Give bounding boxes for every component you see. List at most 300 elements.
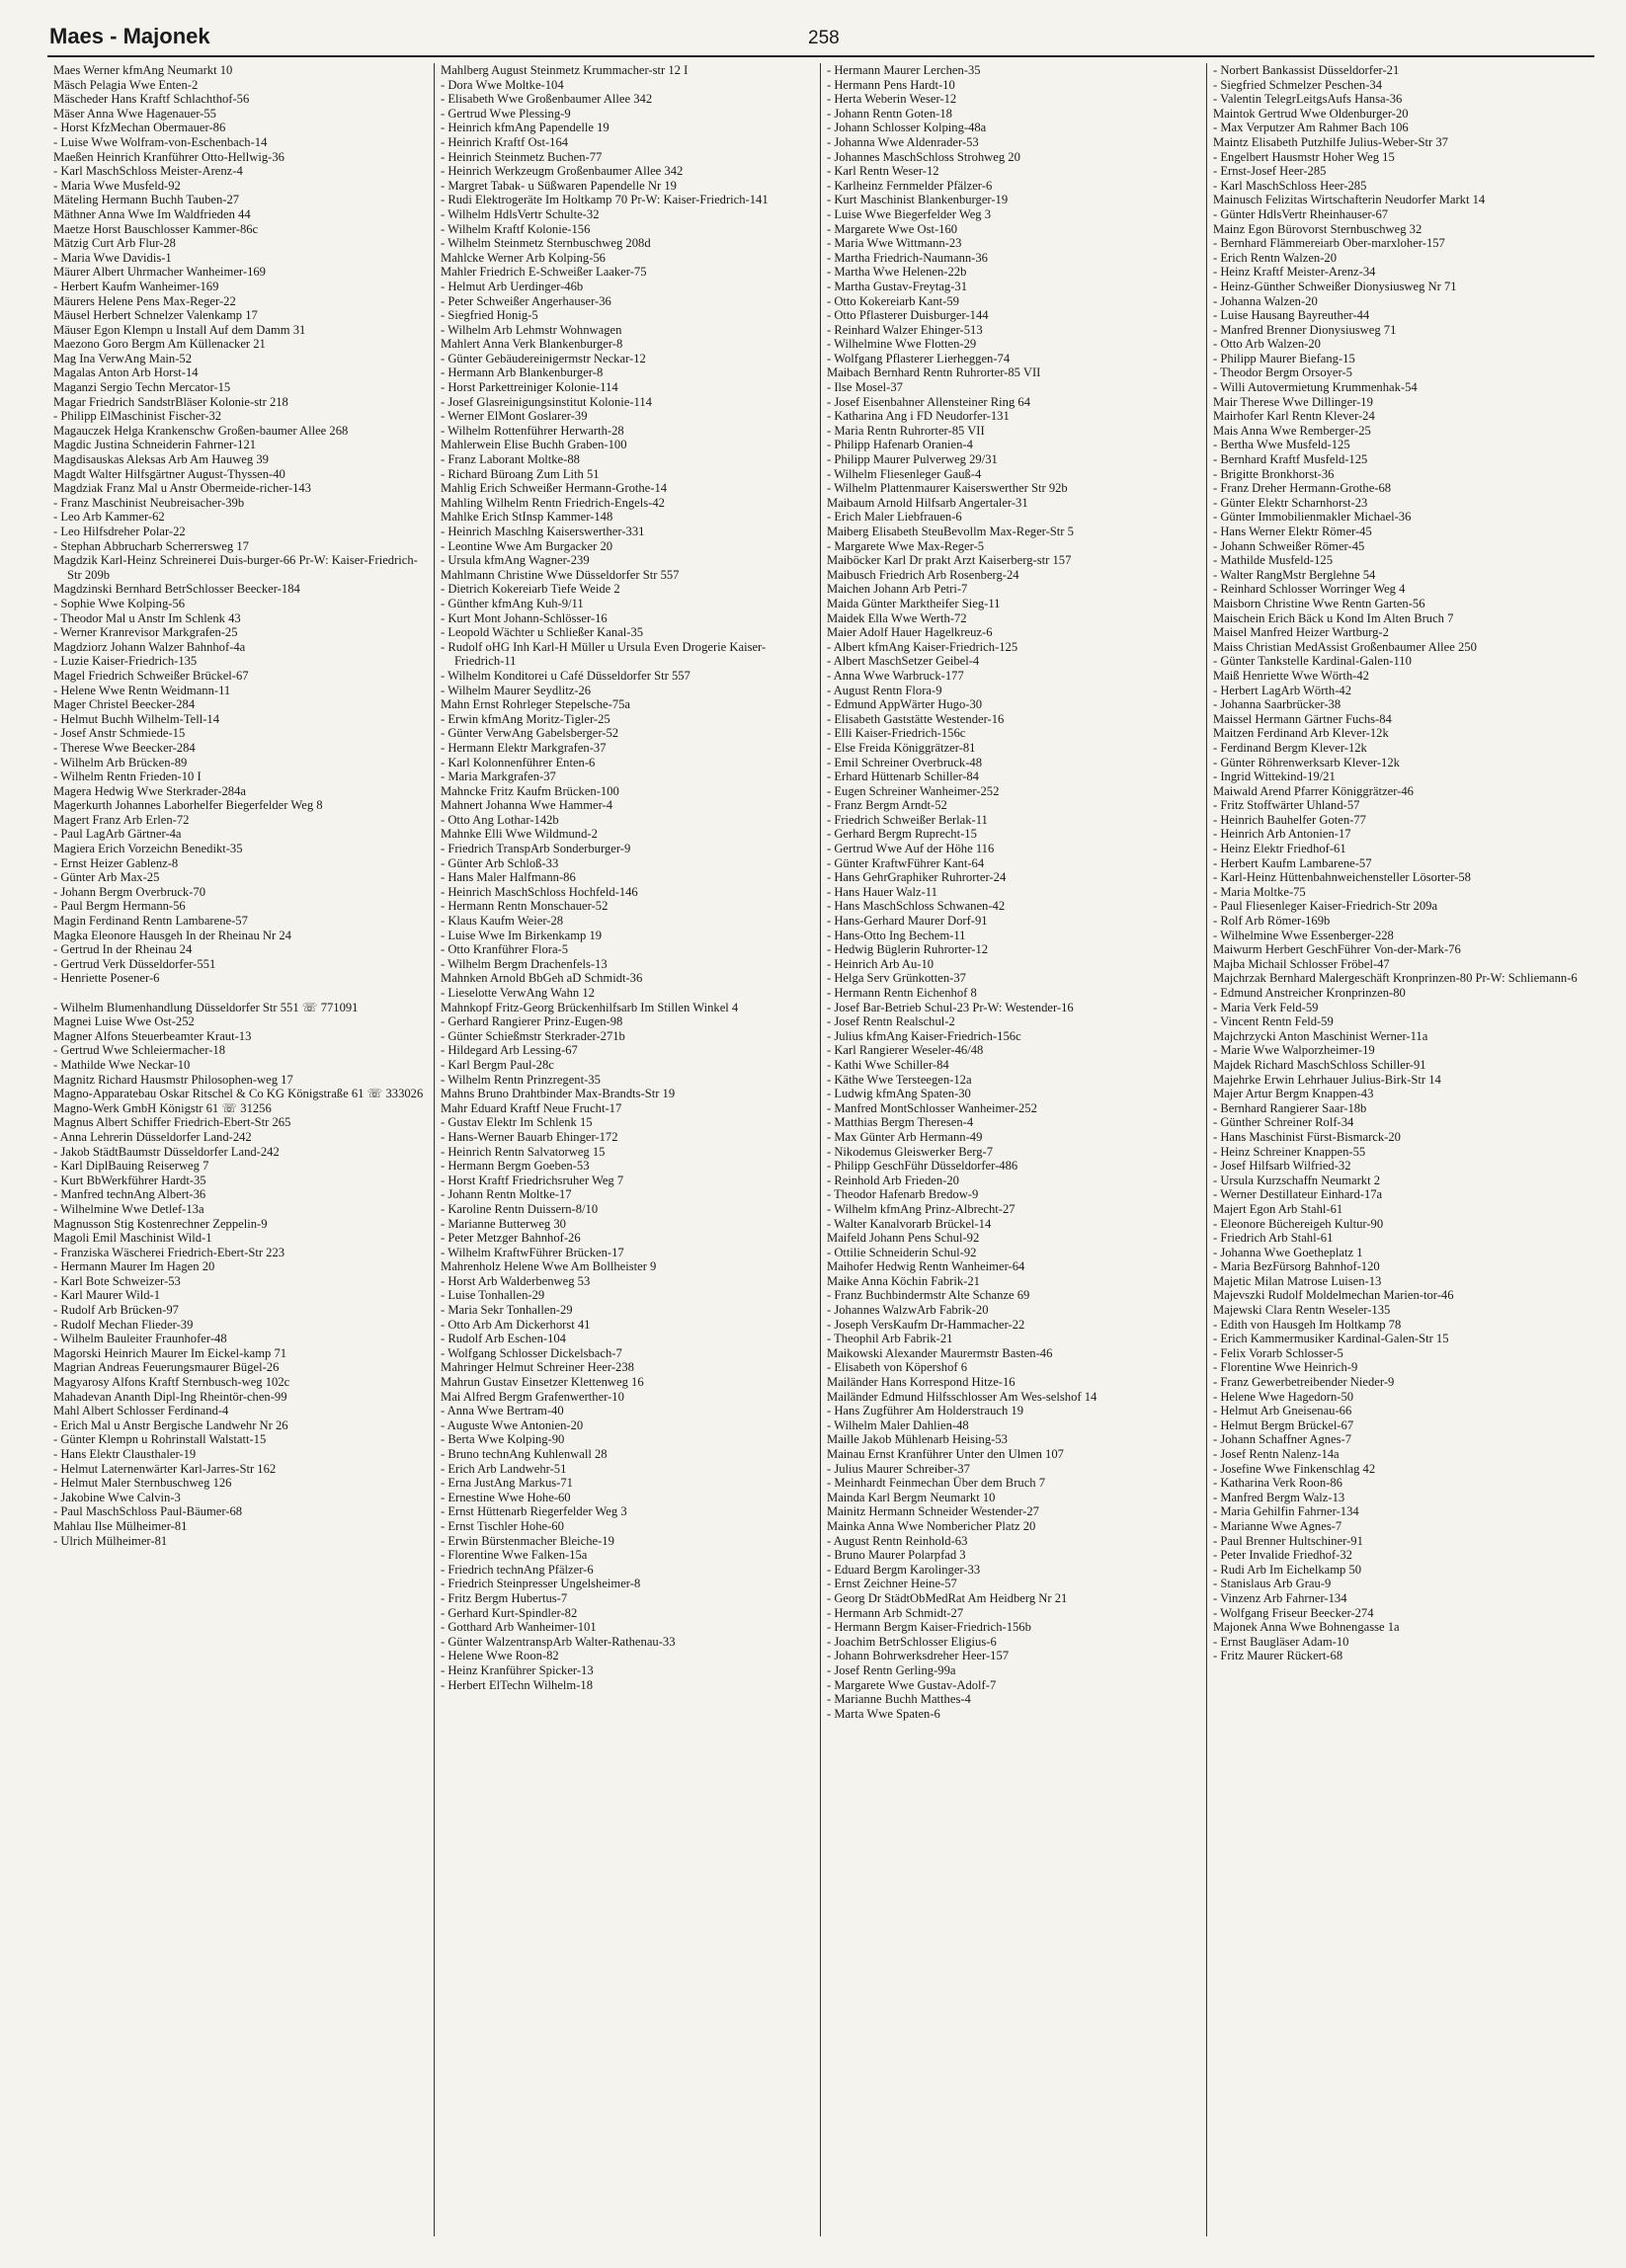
directory-entry: - Margarete Wwe Ost-160 xyxy=(827,221,958,236)
directory-entry: - Otto Arb Am Dickerhorst 41 xyxy=(441,1317,591,1332)
directory-entry: - Otto Ang Lothar-142b xyxy=(441,812,559,827)
running-head: Maes - Majonek xyxy=(49,24,210,48)
directory-entry: Maiböcker Karl Dr prakt Arzt Kaiserberg-str 157 xyxy=(827,553,1072,568)
directory-entry: - Willi Autovermietung Krummenhak-54 xyxy=(1213,380,1418,395)
directory-entry: - Leo Arb Kammer-62 xyxy=(53,510,165,525)
directory-entry: - Rudi Arb Im Eichelkamp 50 xyxy=(1213,1562,1362,1577)
directory-entry: - Hans Maler Halfmann-86 xyxy=(441,870,576,885)
directory-entry: Magauczek Helga Krankenschw Großen-baumer Allee 268 xyxy=(53,423,349,438)
directory-entry: - Eugen Schreiner Wanheimer-252 xyxy=(827,783,1000,798)
directory-column-4 xyxy=(1206,63,1592,2236)
directory-entry: - Anna Wwe Warbruck-177 xyxy=(827,668,964,683)
directory-entry: - Wilhelm Steinmetz Sternbuschweg 208d xyxy=(441,236,651,251)
directory-entry: - Martha Friedrich-Naumann-36 xyxy=(827,250,988,265)
directory-entry: - Walter RangMstr Berglehne 54 xyxy=(1213,567,1376,582)
directory-entry: - Hans-Werner Bauarb Ehinger-172 xyxy=(441,1129,618,1144)
directory-entry: - Paul MaschSchloss Paul-Bäumer-68 xyxy=(53,1504,243,1519)
directory-entry: - Nikodemus Gleiswerker Berg-7 xyxy=(827,1144,993,1159)
directory-entry: - Maria Moltke-75 xyxy=(1213,884,1306,899)
directory-entry: Mainz Egon Bürovorst Sternbuschweg 32 xyxy=(1213,221,1423,236)
directory-entry: Maidek Ella Wwe Werth-72 xyxy=(827,610,967,625)
directory-entry: - Gerhard Kurt-Spindler-82 xyxy=(441,1605,578,1620)
directory-entry: - Günter KraftwFührer Kant-64 xyxy=(827,855,985,870)
directory-entry: - Karl Rentn Weser-12 xyxy=(827,164,939,179)
directory-entry: Magyarosy Alfons Kraftf Sternbusch-weg 102c xyxy=(53,1375,290,1390)
directory-entry: Mäsch Pelagia Wwe Enten-2 xyxy=(53,77,199,92)
directory-entry: - Karl Maurer Wild-1 xyxy=(53,1288,161,1303)
directory-entry: Mäurers Helene Pens Max-Reger-22 xyxy=(53,293,236,308)
directory-entry: Maibaum Arnold Hilfsarb Angertaler-31 xyxy=(827,495,1028,510)
directory-entry: Majehrke Erwin Lehrhauer Julius-Birk-Str 14 xyxy=(1213,1072,1441,1087)
directory-entry: Magar Friedrich SandstrBläser Kolonie-str 218 xyxy=(53,394,288,409)
directory-entry: - Walter Kanalvorarb Brückel-14 xyxy=(827,1216,992,1231)
directory-entry: - Franz Laborant Moltke-88 xyxy=(441,452,580,467)
directory-entry: Maes Werner kfmAng Neumarkt 10 xyxy=(53,63,233,77)
directory-entry: - Heinrich Steinmetz Buchen-77 xyxy=(441,149,603,164)
directory-entry: - Martha Gustav-Freytag-31 xyxy=(827,279,967,293)
directory-entry: - Karl-Heinz Hüttenbahnweichensteller Lösorter-58 xyxy=(1213,870,1471,885)
directory-entry: Majetic Milan Matrose Luisen-13 xyxy=(1213,1273,1382,1288)
directory-entry: Maganzi Sergio Techn Mercator-15 xyxy=(53,380,231,395)
directory-entry: Mahlerwein Elise Buchh Graben-100 xyxy=(441,438,627,452)
directory-entry: - Wilhelm Maurer Seydlitz-26 xyxy=(441,683,592,697)
directory-entry: - Helmut Arb Gneisenau-66 xyxy=(1213,1404,1352,1418)
directory-entry: - Gertrud Verk Düsseldorfer-551 xyxy=(53,956,216,971)
directory-entry: - Gertrud Wwe Schleiermacher-18 xyxy=(53,1043,226,1058)
directory-entry: - Siegfried Honig-5 xyxy=(441,308,538,323)
directory-columns xyxy=(47,63,1594,2236)
directory-entry: - Therese Wwe Beecker-284 xyxy=(53,740,196,755)
directory-entry: - Heinz Kranführer Spicker-13 xyxy=(441,1662,594,1677)
directory-entry: Magdziorz Johann Walzer Bahnhof-4a xyxy=(53,639,246,654)
directory-entry: - Wilhelm Rentn Frieden-10 I xyxy=(53,770,202,784)
directory-entry: - Johann Schaffner Agnes-7 xyxy=(1213,1432,1352,1447)
directory-entry: - Katharina Ang i FD Neudorfer-131 xyxy=(827,409,1010,424)
directory-entry: - Gertrud In der Rheinau 24 xyxy=(53,942,193,957)
directory-entry: - Hans Werner Elektr Römer-45 xyxy=(1213,525,1372,538)
directory-entry: Mailänder Edmund Hilfsschlosser Am Wes-selshof 14 xyxy=(827,1389,1098,1404)
directory-entry: - Hans GehrGraphiker Ruhrorter-24 xyxy=(827,870,1007,885)
directory-entry: Mahlke Erich StInsp Kammer-148 xyxy=(441,510,613,525)
directory-entry: - Erich Arb Landwehr-51 xyxy=(441,1461,567,1476)
directory-entry: - Rudolf oHG Inh Karl-H Müller u Ursula Even Drogerie Kaiser-Friedrich-11 xyxy=(441,639,767,669)
directory-entry: Maezono Goro Bergm Am Küllenacker 21 xyxy=(53,337,266,352)
directory-entry: - Friedrich technAng Pfälzer-6 xyxy=(441,1562,594,1577)
directory-entry: - Werner Kranrevisor Markgrafen-25 xyxy=(53,625,238,640)
directory-entry: - Paul Brenner Hultschiner-91 xyxy=(1213,1533,1363,1548)
directory-entry: Maiberg Elisabeth SteuBevollm Max-Reger-Str 5 xyxy=(827,525,1074,538)
directory-entry: Magdzinski Bernhard BetrSchlosser Beecker-184 xyxy=(53,582,300,597)
directory-entry: - Bernhard Kraftf Musfeld-125 xyxy=(1213,452,1368,467)
directory-entry: - Jakob StädtBaumstr Düsseldorfer Land-242 xyxy=(53,1144,280,1159)
directory-entry: - Wilhelmine Wwe Detlef-13a xyxy=(53,1201,204,1216)
directory-entry: - Rudolf Arb Brücken-97 xyxy=(53,1303,179,1318)
directory-entry: - Bernhard Flämmereiarb Ober-marxloher-157 xyxy=(1213,236,1445,251)
directory-entry: - August Rentn Reinhold-63 xyxy=(827,1533,968,1548)
directory-entry: - Ernst Hüttenarb Riegerfelder Weg 3 xyxy=(441,1504,627,1519)
directory-entry: - Ludwig kfmAng Spaten-30 xyxy=(827,1087,971,1101)
directory-entry: - Wilhelm Konditorei u Café Düsseldorfer Str 557 xyxy=(441,668,691,683)
directory-entry: - Johann Rentn Moltke-17 xyxy=(441,1187,572,1202)
directory-entry: Magnei Luise Wwe Ost-252 xyxy=(53,1014,195,1029)
directory-entry: - Werner Destillateur Einhard-17a xyxy=(1213,1187,1383,1202)
directory-entry: - Wilhelm Arb Brücken-89 xyxy=(53,755,188,770)
directory-entry: - Karl DiplBauing Reiserweg 7 xyxy=(53,1159,209,1174)
directory-entry: - Dietrich Kokereiarb Tiefe Weide 2 xyxy=(441,582,620,597)
directory-entry: - Erwin Bürstenmacher Bleiche-19 xyxy=(441,1533,614,1548)
directory-entry: - Gotthard Arb Wanheimer-101 xyxy=(441,1620,597,1635)
directory-entry: Majert Egon Arb Stahl-61 xyxy=(1213,1201,1343,1216)
directory-entry: - Auguste Wwe Antonien-20 xyxy=(441,1418,584,1432)
directory-entry: - Günther Schreiner Rolf-34 xyxy=(1213,1115,1354,1130)
directory-entry: - Hermann Arb Blankenburger-8 xyxy=(441,365,604,380)
directory-entry: Mahrenholz Helene Wwe Am Bollheister 9 xyxy=(441,1259,657,1274)
directory-entry: - Hermann Bergm Goeben-53 xyxy=(441,1159,590,1174)
directory-entry: Maida Günter Marktheifer Sieg-11 xyxy=(827,596,1001,610)
directory-entry: - Theophil Arb Fabrik-21 xyxy=(827,1332,953,1346)
header-rule xyxy=(47,55,1594,57)
directory-entry: - Wolfgang Friseur Beecker-274 xyxy=(1213,1605,1374,1620)
directory-entry: - Wilhelm Plattenmaurer Kaiserswerther Str 92b xyxy=(827,481,1068,496)
directory-entry: - Ulrich Mülheimer-81 xyxy=(53,1533,168,1548)
directory-entry: - Helmut Maler Sternbuschweg 126 xyxy=(53,1476,232,1491)
directory-entry: - Johanna Wwe Aldenrader-53 xyxy=(827,134,979,149)
directory-entry: Mäthner Anna Wwe Im Waldfrieden 44 xyxy=(53,206,251,221)
directory-entry: Maintz Elisabeth Putzhilfe Julius-Weber-Str 37 xyxy=(1213,134,1448,149)
directory-entry: - Margarete Wwe Gustav-Adolf-7 xyxy=(827,1677,997,1692)
directory-entry: - Hildegard Arb Lessing-67 xyxy=(441,1043,578,1058)
directory-entry: - Heinz-Günther Schweißer Dionysiusweg Nr 71 xyxy=(1213,279,1457,293)
directory-entry: - Karl MaschSchloss Meister-Arenz-4 xyxy=(53,164,243,179)
directory-entry: - Erich Maler Liebfrauen-6 xyxy=(827,510,962,525)
directory-entry: - Paul Bergm Hermann-56 xyxy=(53,899,186,914)
directory-entry: - Helmut Buchh Wilhelm-Tell-14 xyxy=(53,711,220,726)
directory-column-2 xyxy=(434,63,820,2236)
directory-entry: - Emil Schreiner Overbruck-48 xyxy=(827,755,983,770)
directory-entry: Mahn Ernst Rohrleger Stepelsche-75a xyxy=(441,697,630,712)
directory-entry: Mager Christel Beecker-284 xyxy=(53,697,196,712)
directory-entry: - Paul LagArb Gärtner-4a xyxy=(53,827,182,842)
directory-entry: - Erich Rentn Walzen-20 xyxy=(1213,250,1337,265)
directory-entry: - Wolfgang Pflasterer Lierheggen-74 xyxy=(827,351,1011,365)
directory-entry: - Heinrich Rentn Salvatorweg 15 xyxy=(441,1144,606,1159)
directory-entry: - Hans Hauer Walz-11 xyxy=(827,884,937,899)
directory-entry: - Katharina Verk Roon-86 xyxy=(1213,1476,1342,1491)
directory-entry: Mäser Anna Wwe Hagenauer-55 xyxy=(53,106,216,121)
directory-entry: - Hermann Rentn Monschauer-52 xyxy=(441,899,609,914)
directory-entry: - Josef Eisenbahner Allensteiner Ring 64 xyxy=(827,394,1031,409)
directory-entry: - Günter WalzentranspArb Walter-Rathenau-33 xyxy=(441,1634,676,1649)
directory-entry: - Ursula kfmAng Wagner-239 xyxy=(441,553,590,568)
directory-entry: - Ernst-Josef Heer-285 xyxy=(1213,164,1327,179)
directory-entry: - Ingrid Wittekind-19/21 xyxy=(1213,770,1336,784)
directory-entry: - Hans-Otto Ing Bechem-11 xyxy=(827,928,966,942)
directory-entry: - Günter HdlsVertr Rheinhauser-67 xyxy=(1213,206,1389,221)
directory-entry: - Berta Wwe Kolping-90 xyxy=(441,1432,565,1447)
directory-entry: - Heinz Schreiner Knappen-55 xyxy=(1213,1144,1366,1159)
directory-entry: Maikowski Alexander Maurermstr Basten-46 xyxy=(827,1345,1053,1360)
directory-entry: - Günter Arb Max-25 xyxy=(53,870,160,885)
directory-entry: - Herbert LagArb Wörth-42 xyxy=(1213,683,1351,697)
directory-entry: Magka Eleonore Hausgeh In der Rheinau Nr 24 xyxy=(53,928,291,942)
directory-entry: - Margarete Wwe Max-Reger-5 xyxy=(827,538,985,553)
directory-entry: Mainka Anna Wwe Nombericher Platz 20 xyxy=(827,1518,1036,1533)
directory-entry: Mahnkopf Fritz-Georg Brückenhilfsarb Im Stillen Winkel 4 xyxy=(441,1000,739,1014)
directory-entry: Mahringer Helmut Schreiner Heer-238 xyxy=(441,1360,634,1375)
directory-entry: - Florentine Wwe Heinrich-9 xyxy=(1213,1360,1358,1375)
directory-entry: - Hermann Arb Schmidt-27 xyxy=(827,1605,964,1620)
directory-entry: Mahlmann Christine Wwe Düsseldorfer Str 557 xyxy=(441,567,680,582)
directory-entry: Maihofer Hedwig Rentn Wanheimer-64 xyxy=(827,1259,1025,1274)
directory-entry: Magnus Albert Schiffer Friedrich-Ebert-Str 265 xyxy=(53,1115,291,1130)
directory-entry: Maiwald Arend Pfarrer Königgrätzer-46 xyxy=(1213,783,1414,798)
directory-entry: - Josef Rentn Realschul-2 xyxy=(827,1014,955,1029)
directory-entry: - Hermann Rentn Eichenhof 8 xyxy=(827,986,977,1000)
directory-entry: Maintok Gertrud Wwe Oldenburger-20 xyxy=(1213,106,1409,121)
directory-entry: - Josefine Wwe Finkenschlag 42 xyxy=(1213,1461,1376,1476)
directory-entry: - Hermann Elektr Markgrafen-37 xyxy=(441,740,607,755)
directory-entry: Maibusch Friedrich Arb Rosenberg-24 xyxy=(827,567,1019,582)
directory-entry: Mahlig Erich Schweißer Hermann-Grothe-14 xyxy=(441,481,668,496)
directory-entry: - Georg Dr StädtObMedRat Am Heidberg Nr 21 xyxy=(827,1590,1068,1605)
directory-entry: - Albert kfmAng Kaiser-Friedrich-125 xyxy=(827,639,1018,654)
directory-entry: - Meinhardt Feinmechan Über dem Bruch 7 xyxy=(827,1476,1046,1491)
directory-entry: - Karl Bote Schweizer-53 xyxy=(53,1273,181,1288)
directory-entry: - Otto Kokereiarb Kant-59 xyxy=(827,293,959,308)
directory-entry: - Martha Wwe Helenen-22b xyxy=(827,265,967,280)
directory-entry: Magalas Anton Arb Horst-14 xyxy=(53,365,199,380)
directory-entry: - Leo Hilfsdreher Polar-22 xyxy=(53,525,186,538)
directory-entry xyxy=(53,986,428,1001)
directory-entry: - Marie Wwe Walporzheimer-19 xyxy=(1213,1043,1375,1058)
directory-entry: Magoli Emil Maschinist Wild-1 xyxy=(53,1231,212,1246)
directory-entry: - Heinrich Kraftf Ost-164 xyxy=(441,134,569,149)
directory-entry: - Herta Weberin Weser-12 xyxy=(827,92,957,107)
directory-entry: - Herbert Kaufm Wanheimer-169 xyxy=(53,279,219,293)
directory-entry: - Anna Lehrerin Düsseldorfer Land-242 xyxy=(53,1129,252,1144)
directory-entry: - Josef Rentn Nalenz-14a xyxy=(1213,1447,1340,1461)
directory-entry: - Herbert Kaufm Lambarene-57 xyxy=(1213,855,1372,870)
directory-entry: - Gerhard Bergm Ruprecht-15 xyxy=(827,827,977,842)
directory-entry: - Ernestine Wwe Hohe-60 xyxy=(441,1490,571,1504)
directory-entry: Mai Alfred Bergm Grafenwerther-10 xyxy=(441,1389,624,1404)
directory-entry: - Heinrich Arb Au-10 xyxy=(827,956,935,971)
directory-entry: - Philipp GeschFühr Düsseldorfer-486 xyxy=(827,1159,1018,1174)
directory-entry: - Wilhelm Blumenhandlung Düsseldorfer Str 551 ☏ 771091 xyxy=(53,1000,359,1014)
directory-entry: Maifeld Johann Pens Schul-92 xyxy=(827,1231,980,1246)
directory-entry: - Richard Büroang Zum Lith 51 xyxy=(441,466,600,481)
directory-entry: - Stanislaus Arb Grau-9 xyxy=(1213,1577,1332,1591)
directory-entry: - Käthe Wwe Tersteegen-12a xyxy=(827,1072,972,1087)
directory-entry: - Bruno technAng Kuhlenwall 28 xyxy=(441,1447,608,1461)
directory-entry: - Edith von Hausgeh Im Holtkamp 78 xyxy=(1213,1317,1402,1332)
directory-entry: Mahns Bruno Drahtbinder Max-Brandts-Str 19 xyxy=(441,1087,676,1101)
directory-entry: Maetze Horst Bauschlosser Kammer-86c xyxy=(53,221,259,236)
directory-entry: - Karl Kolonnenführer Enten-6 xyxy=(441,755,596,770)
directory-entry: - Karlheinz Fernmelder Pfälzer-6 xyxy=(827,178,993,193)
directory-entry: - Ernst Heizer Gablenz-8 xyxy=(53,855,179,870)
directory-entry: Mahler Friedrich E-Schweißer Laaker-75 xyxy=(441,265,647,280)
directory-entry: - Luise Wwe Im Birkenkamp 19 xyxy=(441,928,603,942)
directory-entry: - Gerhard Rangierer Prinz-Eugen-98 xyxy=(441,1014,623,1029)
directory-entry: - Rolf Arb Römer-169b xyxy=(1213,914,1331,929)
directory-entry: Maisborn Christine Wwe Rentn Garten-56 xyxy=(1213,596,1425,610)
directory-entry: - Mathilde Musfeld-125 xyxy=(1213,553,1334,568)
directory-entry: - Erich Mal u Anstr Bergische Landwehr Nr 26 xyxy=(53,1418,288,1432)
directory-entry: - Ferdinand Bergm Klever-12k xyxy=(1213,740,1367,755)
directory-entry: - Manfred Brenner Dionysiusweg 71 xyxy=(1213,322,1397,337)
directory-entry: - Erna JustAng Markus-71 xyxy=(441,1476,573,1491)
directory-entry: Maiwurm Herbert GeschFührer Von-der-Mark-76 xyxy=(1213,942,1461,957)
directory-entry: - Rudi Elektrogeräte Im Holtkamp 70 Pr-W: Kaiser-Friedrich-141 xyxy=(441,193,769,207)
directory-entry: - Heinrich Werkzeugm Großenbaumer Allee 342 xyxy=(441,164,684,179)
directory-entry: - Philipp Maurer Biefang-15 xyxy=(1213,351,1355,365)
directory-entry: Maichen Johann Arb Petri-7 xyxy=(827,582,968,597)
directory-entry: - Eduard Bergm Karolinger-33 xyxy=(827,1562,981,1577)
directory-entry: - Hermann Bergm Kaiser-Friedrich-156b xyxy=(827,1620,1031,1635)
directory-entry: - Kurt Maschinist Blankenburger-19 xyxy=(827,193,1009,207)
directory-entry: - Maria Verk Feld-59 xyxy=(1213,1000,1319,1014)
directory-entry: Majba Michail Schlosser Fröbel-47 xyxy=(1213,956,1390,971)
directory-entry: - Max Verputzer Am Rahmer Bach 106 xyxy=(1213,121,1409,135)
directory-entry: - Helene Wwe Hagedorn-50 xyxy=(1213,1389,1354,1404)
directory-entry: - Franz Maschinist Neubreisacher-39b xyxy=(53,495,245,510)
directory-entry: - Hans Zugführer Am Holderstrauch 19 xyxy=(827,1404,1023,1418)
directory-entry: - Reinhard Walzer Ehinger-513 xyxy=(827,322,983,337)
directory-entry: Majchrzak Bernhard Malergeschäft Kronprinzen-80 Pr-W: Schliemann-6 xyxy=(1213,971,1578,986)
directory-entry: - Karl Bergm Paul-28c xyxy=(441,1057,554,1072)
directory-entry: - Theodor Mal u Anstr Im Schlenk 43 xyxy=(53,610,241,625)
directory-entry: - Luise Wwe Wolfram-von-Eschenbach-14 xyxy=(53,134,268,149)
directory-entry: Mäuser Egon Klempn u Install Auf dem Damm 31 xyxy=(53,322,306,337)
directory-entry: Mahnke Elli Wwe Wildmund-2 xyxy=(441,827,598,842)
directory-entry: - Edmund Anstreicher Kronprinzen-80 xyxy=(1213,986,1406,1000)
directory-entry: Magel Friedrich Schweißer Brückel-67 xyxy=(53,668,249,683)
directory-entry: - Johann Rentn Goten-18 xyxy=(827,106,952,121)
directory-entry: - Horst KfzMechan Obermauer-86 xyxy=(53,121,226,135)
directory-entry: - Josef Anstr Schmiede-15 xyxy=(53,726,186,741)
directory-entry: - Johannes WalzwArb Fabrik-20 xyxy=(827,1303,989,1318)
directory-entry: Maike Anna Köchin Fabrik-21 xyxy=(827,1273,980,1288)
directory-entry: - Vincent Rentn Feld-59 xyxy=(1213,1014,1334,1029)
directory-entry: - Maria Rentn Ruhrorter-85 VII xyxy=(827,423,985,438)
directory-entry: Magdziak Franz Mal u Anstr Obermeide-richer-143 xyxy=(53,481,311,496)
directory-entry: - Johannes MaschSchloss Strohweg 20 xyxy=(827,149,1020,164)
directory-entry: - Günter VerwAng Gabelsberger-52 xyxy=(441,726,619,741)
directory-entry: Majewski Clara Rentn Weseler-135 xyxy=(1213,1303,1391,1318)
directory-entry: - Margret Tabak- u Süßwaren Papendelle Nr 19 xyxy=(441,178,677,193)
directory-entry: - Fritz Stoffwärter Uhland-57 xyxy=(1213,798,1360,813)
directory-entry: - Helene Wwe Rentn Weidmann-11 xyxy=(53,683,231,697)
directory-entry: - Otto Pflasterer Duisburger-144 xyxy=(827,308,989,323)
directory-entry: Mäusel Herbert Schnelzer Valenkamp 17 xyxy=(53,308,258,323)
directory-entry: - Elisabeth Gaststätte Westender-16 xyxy=(827,711,1005,726)
directory-entry: - Friedrich Schweißer Berlak-11 xyxy=(827,812,988,827)
directory-entry: - Klaus Kaufm Weier-28 xyxy=(441,914,564,929)
directory-entry: Mailänder Hans Korrespond Hitze-16 xyxy=(827,1375,1016,1390)
directory-entry: - Heinrich Maschlng Kaiserswerther-331 xyxy=(441,525,645,538)
directory-entry: Magin Ferdinand Rentn Lambarene-57 xyxy=(53,914,248,929)
directory-entry: Maier Adolf Hauer Hagelkreuz-6 xyxy=(827,625,993,640)
directory-entry: Mahncke Fritz Kaufm Brücken-100 xyxy=(441,783,619,798)
directory-entry: Mahadevan Ananth Dipl-Ing Rheintör-chen-99 xyxy=(53,1389,287,1404)
directory-entry: - Maria Sekr Tonhallen-29 xyxy=(441,1303,573,1318)
directory-entry: - Lieselotte VerwAng Wahn 12 xyxy=(441,986,595,1000)
directory-entry: - Julius kfmAng Kaiser-Friedrich-156c xyxy=(827,1028,1021,1043)
directory-entry: Magnusson Stig Kostenrechner Zeppelin-9 xyxy=(53,1216,268,1231)
directory-entry: - Bruno Maurer Polarpfad 3 xyxy=(827,1548,966,1563)
directory-entry: - Kurt BbWerkführer Hardt-35 xyxy=(53,1173,206,1187)
directory-entry: Mair Therese Wwe Dillinger-19 xyxy=(1213,394,1373,409)
directory-entry: - Karl MaschSchloss Heer-285 xyxy=(1213,178,1367,193)
directory-entry: Magerkurth Johannes Laborhelfer Biegerfelder Weg 8 xyxy=(53,798,323,813)
directory-entry: - Else Freida Königgrätzer-81 xyxy=(827,740,976,755)
directory-entry: - Paul Fliesenleger Kaiser-Friedrich-Str 209a xyxy=(1213,899,1438,914)
directory-entry: - Bertha Wwe Musfeld-125 xyxy=(1213,438,1350,452)
directory-entry: - Reinhold Arb Frieden-20 xyxy=(827,1173,959,1187)
directory-entry: - Wilhelm kfmAng Prinz-Albrecht-27 xyxy=(827,1201,1016,1216)
directory-entry: - Franz Gewerbetreibender Nieder-9 xyxy=(1213,1375,1395,1390)
directory-entry: - Franz Bergm Arndt-52 xyxy=(827,798,947,813)
directory-entry: - Elisabeth Wwe Großenbaumer Allee 342 xyxy=(441,92,653,107)
directory-entry: - Peter Invalide Friedhof-32 xyxy=(1213,1548,1352,1563)
directory-entry: - Wilhelm Bergm Drachenfels-13 xyxy=(441,956,608,971)
directory-entry: - Horst Parkettreiniger Kolonie-114 xyxy=(441,380,618,395)
directory-entry: - Ilse Mosel-37 xyxy=(827,380,903,395)
directory-entry: - Wolfgang Schlosser Dickelsbach-7 xyxy=(441,1345,622,1360)
directory-entry: - Günter Klempn u Rohrinstall Walstatt-15 xyxy=(53,1432,267,1447)
directory-entry: - Luise Wwe Biegerfelder Weg 3 xyxy=(827,206,992,221)
directory-entry: - Fritz Bergm Hubertus-7 xyxy=(441,1590,568,1605)
directory-entry: - Marianne Butterweg 30 xyxy=(441,1216,566,1231)
directory-entry: - Joseph VersKaufm Dr-Hammacher-22 xyxy=(827,1317,1025,1332)
directory-entry: - Max Günter Arb Hermann-49 xyxy=(827,1129,983,1144)
directory-entry: - Maria Wwe Wittmann-23 xyxy=(827,236,962,251)
directory-entry: - Horst Arb Walderbenweg 53 xyxy=(441,1273,591,1288)
directory-entry: - Hermann Maurer Im Hagen 20 xyxy=(53,1259,215,1274)
directory-entry: - Helene Wwe Roon-82 xyxy=(441,1649,559,1663)
directory-entry: - Erich Kammermusiker Kardinal-Galen-Str 15 xyxy=(1213,1332,1449,1346)
directory-entry: - Franz Buchbindermstr Alte Schanze 69 xyxy=(827,1288,1030,1303)
directory-entry: Majevszki Rudolf Moldelmechan Marien-tor-46 xyxy=(1213,1288,1454,1303)
directory-entry: - Ernst Tischler Hohe-60 xyxy=(441,1518,564,1533)
directory-entry: - Manfred technAng Albert-36 xyxy=(53,1187,206,1202)
directory-entry: - Eleonore Büchereigeh Kultur-90 xyxy=(1213,1216,1384,1231)
directory-entry: - Heinrich MaschSchloss Hochfeld-146 xyxy=(441,884,638,899)
directory-entry: - Karoline Rentn Duissern-8/10 xyxy=(441,1201,599,1216)
directory-entry: - Valentin TelegrLeitgsAufs Hansa-36 xyxy=(1213,92,1403,107)
directory-entry: - Jakobine Wwe Calvin-3 xyxy=(53,1490,181,1504)
directory-entry: - Florentine Wwe Falken-15a xyxy=(441,1548,588,1563)
directory-entry: Mahlert Anna Verk Blankenburger-8 xyxy=(441,337,623,352)
directory-entry: - Brigitte Bronkhorst-36 xyxy=(1213,466,1335,481)
directory-entry: - Henriette Posener-6 xyxy=(53,971,160,986)
directory-entry: Maiss Christian MedAssist Großenbaumer Allee 250 xyxy=(1213,639,1477,654)
directory-entry: - Hermann Maurer Lerchen-35 xyxy=(827,63,981,77)
directory-entry: Majchrzycki Anton Maschinist Werner-11a xyxy=(1213,1028,1428,1043)
directory-entry: - Gustav Elektr Im Schlenk 15 xyxy=(441,1115,593,1130)
directory-entry: - Rudolf Arb Eschen-104 xyxy=(441,1332,566,1346)
directory-entry: - Manfred MontSchlosser Wanheimer-252 xyxy=(827,1100,1037,1115)
directory-entry: - Siegfried Schmelzer Peschen-34 xyxy=(1213,77,1383,92)
directory-entry: Magdzik Karl-Heinz Schreinerei Duis-burger-66 Pr-W: Kaiser-Friedrich-Str 209b xyxy=(53,553,418,582)
directory-entry: - Luzie Kaiser-Friedrich-135 xyxy=(53,654,198,669)
directory-entry: - Wilhelm Rentn Prinzregent-35 xyxy=(441,1072,601,1087)
directory-entry: - Franz Dreher Hermann-Grothe-68 xyxy=(1213,481,1392,496)
directory-entry: Maiß Henriette Wwe Wörth-42 xyxy=(1213,668,1369,683)
directory-entry: - Elisabeth von Köpershof 6 xyxy=(827,1360,967,1375)
directory-entry: - Friedrich Steinpresser Ungelsheimer-8 xyxy=(441,1577,641,1591)
